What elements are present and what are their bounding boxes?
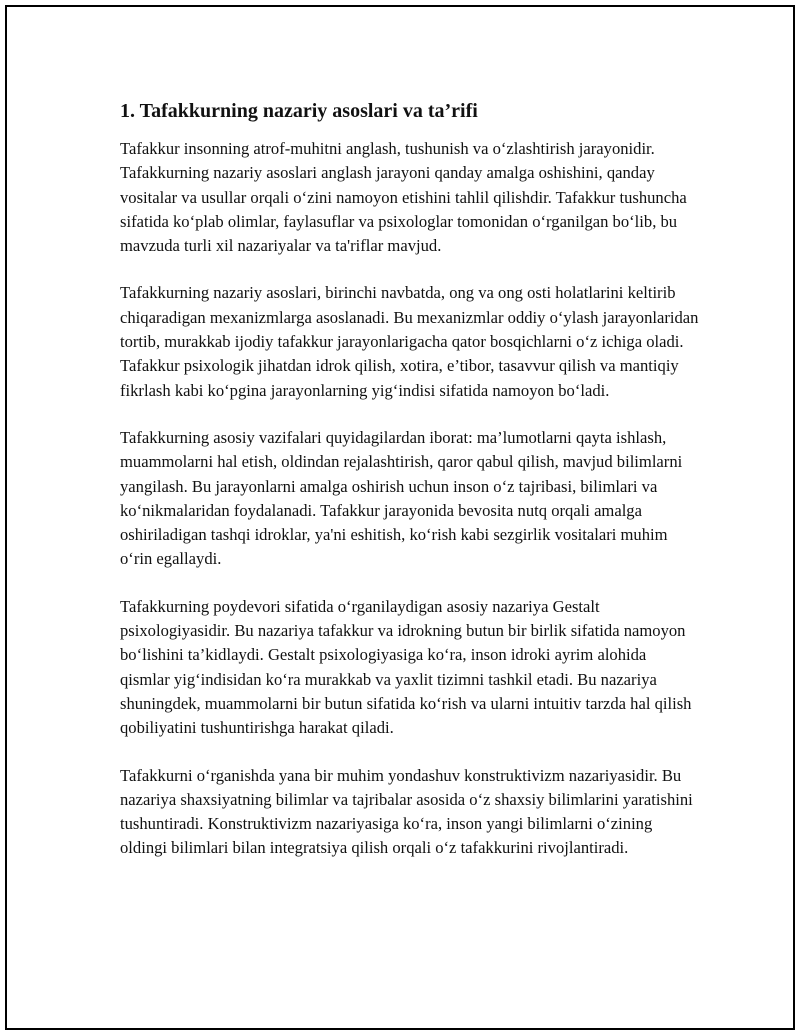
- paragraph-5: Tafakkurni oʻrganishda yana bir muhim yondashuv konstruktivizm nazariyasidir. Bu nazariya shaxsiyatning bilimlar va tajribalar asosida oʻz shaxsiy bilimlarini yaratishini tushuntiradi. Konstruktivizm nazariyasiga koʻra, inson yangi bilimlarni oʻzining oldingi bilimlari bilan integratsiya qilish orqali oʻz tafakkurini rivojlantiradi.: [120, 765, 693, 858]
- paragraph-2: Tafakkurning nazariy asoslari, birinchi navbatda, ong va ong osti holatlarini keltirib chiqaradigan mexanizmlarga asoslanadi. Bu mexanizmlar oddiy oʻylash jarayonlaridan tortib, murakkab ijodiy tafakkur jarayonlarigacha qator bosqichlarni oʻz ichiga oladi. Tafakkur psixologik jihatdan idrok qilish, xotira, e’tibor, tasavvur qilish va mantiqiy fikrlash kabi koʻpgina jarayonlarning yigʻindisi sifatida namoyon boʻladi.: [120, 283, 699, 400]
- paragraph-4: Tafakkurning poydevori sifatida oʻrganilaydigan asosiy nazariya Gestalt psixologiyasidir. Bu nazariya tafakkur va idrokning butun bir birlik sifatida namoyon boʻlishini ta’kidlaydi. Gestalt psixologiyasiga koʻra, inson idroki ayrim alohida qismlar yigʻindisidan koʻra murakkab va yaxlit tizimni tashkil etadi. Bu nazariya shuningdek, muammolarni bir butun sifatida koʻrish va ularni intuitiv tarzda hal qilish qobiliyatini tushuntirishga harakat qiladi.: [120, 596, 692, 738]
- paragraph-3: Tafakkurning asosiy vazifalari quyidagilardan iborat: ma’lumotlarni qayta ishlash, muammolarni hal etish, oldindan rejalashtirish, qaror qabul qilish, mavjud bilimlarni yangilash. Bu jarayonlarni amalga oshirish uchun inson oʻz tajribasi, bilimlari va koʻnikmalaridan foydalanadi. Tafakkur jarayonida bevosita nutq orqali amalga oshiriladigan tashqi idroklar, ya'ni eshitish, koʻrish kabi sezgirlik vositalari muhim oʻrin egallaydi.: [120, 427, 683, 569]
- paragraph-1: Tafakkur insonning atrof-muhitni anglash, tushunish va oʻzlashtirish jarayonidir. Tafakkurning nazariy asoslari anglash jarayoni qanday amalga oshishini, qanday vositalar va usullar orqali oʻzini namoyon etishini tahlil qilishdir. Tafakkur tushuncha sifatida koʻplab olimlar, faylasuflar va psixologlar tomonidan oʻrganilgan boʻlib, bu mavzuda turli xil nazariyalar va ta'riflar mavjud.: [120, 139, 687, 256]
- document-page: [5, 5, 795, 1030]
- document-title: 1. Tafakkurning nazariy asoslari va ta’rifi: [120, 100, 478, 122]
- document-body: [120, 99, 700, 884]
